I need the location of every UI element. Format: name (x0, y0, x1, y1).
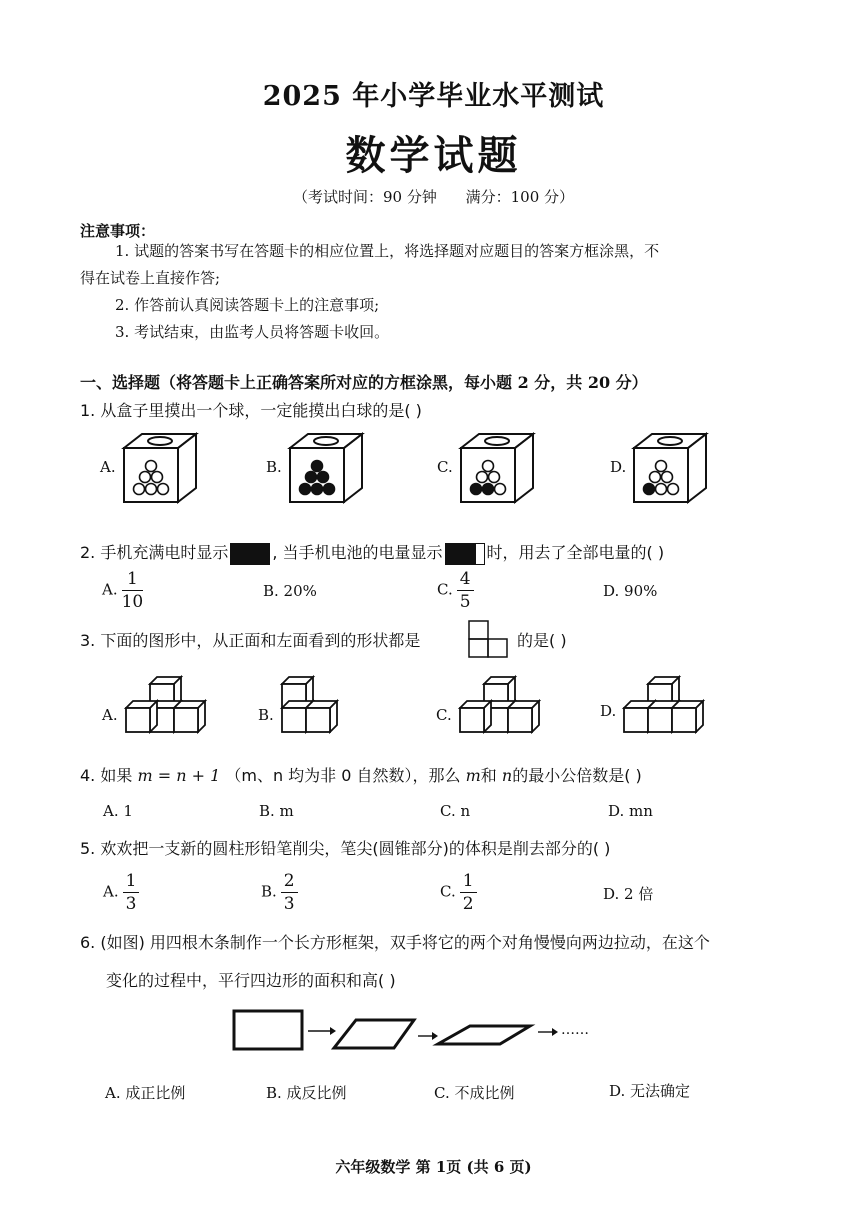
battery-level (446, 544, 476, 564)
question-4-option-b: B. m (259, 802, 294, 820)
question-2-stem (80, 540, 664, 565)
fraction: $\frac{2}{3}$ (281, 870, 298, 915)
cube-stack-icon (456, 668, 546, 748)
white-ball (140, 472, 151, 483)
question-6-option-a: A. 成正比例 (105, 1084, 186, 1102)
cube-stack-icon (620, 668, 710, 748)
notice-item-2: 2. 作答前认真阅读答题卡上的注意事项; (115, 296, 380, 314)
question-1-option-label: D. (610, 458, 627, 476)
question-6-option-b: B. 成反比例 (266, 1084, 347, 1102)
cube-stack-icon (278, 668, 368, 748)
cube (126, 708, 150, 732)
question-2-stem-a: 2. 手机充满电时显示 (80, 543, 229, 562)
black-ball (318, 472, 329, 483)
question-3-option-label: A. (102, 706, 118, 724)
ball-box-icon (288, 432, 366, 504)
cube (460, 708, 484, 732)
full-score: 满分：100 分） (465, 188, 575, 206)
fraction: $\frac{1}{2}$ (460, 870, 477, 915)
question-6-option-c: C. 不成比例 (434, 1084, 515, 1102)
question-2-option-a: A. $\frac{1}{10}$ (102, 569, 144, 612)
white-ball (146, 484, 157, 495)
question-1-option-label: C. (437, 458, 453, 476)
cube (672, 708, 696, 732)
question-4-option-c: C. n (440, 802, 471, 820)
subject-title: 数学试题 (345, 132, 522, 179)
question-4-option-d: D. mn (608, 802, 653, 820)
section-title: 一、选择题（将答题卡上正确答案所对应的方框涂黑，每小题 2 分，共 20 分） (80, 373, 648, 392)
question-1-option-label: B. (266, 458, 282, 476)
white-ball (656, 484, 667, 495)
black-ball (306, 472, 317, 483)
notice-item-1-line-2: 得在试卷上直接作答; (80, 269, 221, 287)
cube (648, 708, 672, 732)
cube (174, 708, 198, 732)
view-shape-icon (468, 620, 508, 658)
question-5-stem: 5. 欢欢把一支新的圆柱形铅笔削尖，笔尖(圆锥部分)的体积是削去部分的( ) (80, 839, 611, 858)
cube (306, 708, 330, 732)
black-ball (644, 484, 655, 495)
question-3-stem: 3. 下面的图形中，从正面和左面看到的形状都是 (80, 631, 421, 650)
white-ball (158, 484, 169, 495)
question-3-stem-end: 的是( ) (517, 631, 567, 650)
question-2-option-b: B. 20% (263, 582, 317, 600)
parallelogram-frame-1 (334, 1020, 414, 1048)
question-6-line-1: 6. (如图) 用四根木条制作一个长方形框架，双手将它的两个对角慢慢向两边拉动，在这个 (80, 933, 710, 952)
cube (282, 708, 306, 732)
question-4-option-a: A. 1 (103, 802, 133, 820)
black-ball (471, 484, 482, 495)
fraction: $\frac{1}{3}$ (123, 870, 140, 915)
battery-partial-icon (445, 543, 485, 565)
question-2-option-d: D. 90% (603, 582, 658, 600)
question-3-option-label: C. (436, 706, 452, 724)
cube-stack-icon (122, 668, 212, 748)
white-ball (495, 484, 506, 495)
question-6-line-2: 变化的过程中，平行四边形的面积和高( ) (106, 971, 396, 990)
white-ball (483, 461, 494, 472)
question-2-stem-c: 时，用去了全部电量的( ) (486, 543, 665, 562)
white-ball (477, 472, 488, 483)
question-6-option-d: D. 无法确定 (609, 1082, 691, 1100)
question-3-option-label: D. (600, 702, 617, 720)
ball-box-icon (632, 432, 710, 504)
white-ball (656, 461, 667, 472)
notice-heading: 注意事项： (80, 222, 156, 240)
notice-item-1-line-1: 1. 试题的答案书写在答题卡的相应位置上，将选择题对应题目的答案方框涂黑，不 (115, 242, 660, 260)
battery-full-icon (230, 543, 270, 565)
question-1-stem: 1. 从盒子里摸出一个球，一定能摸出白球的是( ) (80, 401, 422, 420)
white-ball (662, 472, 673, 483)
white-ball (489, 472, 500, 483)
question-2-stem-b: , 当手机电池的电量显示 (272, 543, 443, 562)
exam-title: 2025 年小学毕业水平测试 (262, 81, 605, 112)
white-ball (146, 461, 157, 472)
cube (624, 708, 648, 732)
page-footer: 六年级数学 第 1页 (共 6 页) (335, 1158, 532, 1176)
question-2-option-c: C. $\frac{4}{5}$ (437, 568, 474, 613)
exam-time: （考试时间：90 分钟 (292, 188, 437, 206)
ball-box-icon (122, 432, 200, 504)
fraction: $\frac{1}{10}$ (121, 569, 144, 612)
white-ball (152, 472, 163, 483)
notice-item-3: 3. 考试结束，由监考人员将答题卡收回。 (115, 323, 390, 341)
ellipsis: …… (561, 1022, 589, 1038)
question-5-option-d: D. 2 倍 (603, 885, 654, 903)
frame-transform-diagram (230, 1008, 600, 1058)
white-ball (668, 484, 679, 495)
battery-level (231, 544, 269, 564)
question-5-option-c: C. $\frac{1}{2}$ (440, 870, 477, 915)
question-5-option-a: A. $\frac{1}{3}$ (103, 870, 139, 915)
black-ball (483, 484, 494, 495)
question-1-option-label: A. (100, 458, 116, 476)
cube (508, 708, 532, 732)
black-ball (324, 484, 335, 495)
exam-info (0, 186, 867, 207)
question-3-option-label: B. (258, 706, 274, 724)
fraction: $\frac{4}{5}$ (457, 568, 474, 613)
black-ball (312, 461, 323, 472)
white-ball (650, 472, 661, 483)
parallelogram-frame-2 (438, 1026, 530, 1044)
white-ball (134, 484, 145, 495)
question-5-option-b: B. $\frac{2}{3}$ (261, 870, 298, 915)
rectangle-frame (234, 1011, 302, 1049)
ball-box-icon (459, 432, 537, 504)
black-ball (312, 484, 323, 495)
question-4-stem: 4. 如果 m = n + 1 （m、n 均为非 0 自然数），那么 m和 n的最小公倍数是( ) (80, 766, 642, 785)
formula: m = n + 1 (137, 766, 221, 785)
black-ball (300, 484, 311, 495)
